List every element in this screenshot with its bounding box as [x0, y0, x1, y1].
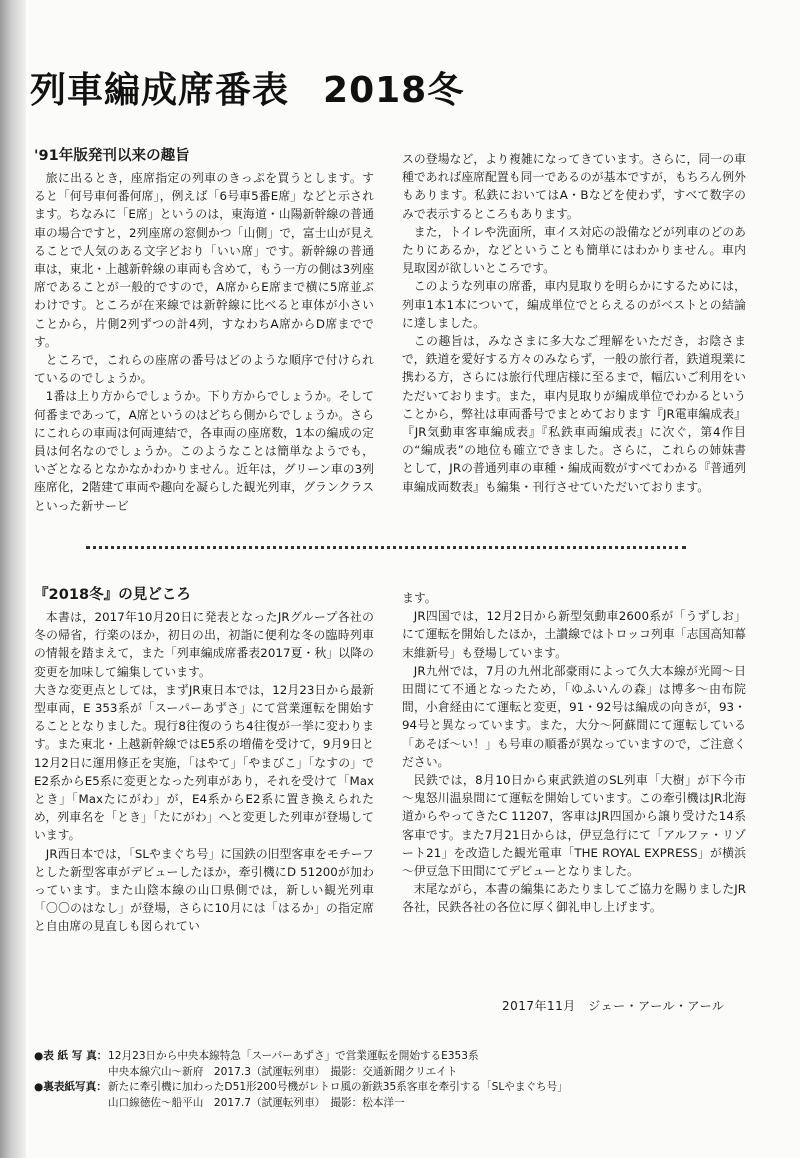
section1-left-column — [34, 146, 374, 515]
paragraph: ます。 — [402, 591, 437, 605]
cover-credit-detail: 中央本線穴山～新府 2017.3（試運転列車） 撮影：交通新聞クリエイト — [108, 1065, 458, 1078]
paragraph: また，トイレや洗面所，車イス対応の設備などが列車のどのあたりにあるか，などということも簡単にはわかりません。車内見取図が欲しいところです。 — [402, 224, 746, 276]
section1-heading: '91年版発刊以来の趣旨 — [34, 148, 190, 164]
section2-left-column — [34, 585, 374, 936]
photo-credits — [34, 1049, 754, 1111]
paragraph: 大きな変更点としては，まずJR東日本では，12月23日から最新型車両，E 353系が「スーパーあずさ」にて営業運転を開始することとなりました。現行8往復のうち4往復が一挙に変わります。また東北・上越新幹線ではE5系の増備を受けて，9月9日と12月2日に運用修正を実施，「はやて」「やまびこ」「なすの」でE2系からE5系に変更となった列車があり，それを受けて「Maxとき」「Maxたにがわ」が，E4系からE2系に置き換えられため，列車名を「とき」「たにがわ」へと変更した列車が登場しています。 — [34, 682, 374, 843]
dotted-divider — [86, 546, 686, 549]
cover-credit-caption: 12月23日から中央本線特急「スーパーあずさ」で営業運転を開始するE353系 — [108, 1050, 479, 1062]
back-credit-caption: 新たに牽引機に加わったD51形200号機がレトロ風の新鉄35系客車を牽引する「SLやまぐち号」 — [108, 1081, 568, 1093]
signature: 2017年11月 ジェー・アール・アール — [502, 999, 725, 1013]
paragraph: このような列車の席番，車内見取りを明らかにするためには，列車1本1本について，編成単位でとらえるのがベストとの結論に達しました。 — [402, 279, 746, 330]
back-credit-detail: 山口線徳佐～船平山 2017.7（試運転列車） 撮影：松本洋一 — [108, 1096, 405, 1109]
paragraph: 末尾ながら，本書の編集にあたりましてご協力を賜りましたJR各社，民鉄各社の各位に厚く御礼申し上げます。 — [402, 882, 746, 915]
paragraph: 民鉄では，8月10日から東武鉄道のSL列車「大樹」が下今市～鬼怒川温泉間にて運転を開始しています。この牽引機はJR北海道からやってきたC 11207，客車はJR四国から譲り受けた14系客車です。また7月21日からは，伊豆急行にて「アルファ・リゾート21」を改造した観光電車「THE ROYAL EXPRESS」が横浜～伊豆急下田間にてデビューとなりました。 — [402, 773, 746, 879]
back-cover-credit — [34, 1080, 754, 1096]
section2-right-column — [402, 589, 746, 917]
paragraph: JR九州では，7月の九州北部豪雨によって久大本線が光岡～日田間にて不通となったため，「ゆふいんの森」は博多～由布院間，小倉経由にて運転と変更，91・92号は編成の向きが，93・94号と異なっています。また，大分～阿蘇間にて運転している「あそぼ～い！」も号車の順番が異なっていますので，ご注意ください。 — [402, 663, 746, 769]
section2-heading: 『2018冬』の見どころ — [34, 587, 191, 603]
page-title-year: 2018冬 — [323, 70, 465, 111]
paragraph: 旅に出るとき，座席指定の列車のきっぷを買うとします。すると「何号車何番何席」，例えば「6号車5番E席」などと示されます。ちなみに「E席」というのは，東海道・山陽新幹線の普通車の場合ですと，2列座席の窓側かつ「山側」で，富士山が見えることで人気のある文字どおり「いい席」です。新幹線の普通車は，東北・上越新幹線の車両も含めて，もう一方の側は3列座席であることが一般的ですので，A席からE席まで横に5席並ぶわけです。ところが在来線では新幹線に比べると車体が小さいことから，片側2列ずつの計4列，すなわちA席からD席までです。 — [34, 171, 374, 349]
paragraph: JR四国では，12月2日から新型気動車2600系が「うずしお」にて運転を開始したほか，土讃線ではトロッコ列車「志国高知幕末維新号」も登場しています。 — [402, 609, 746, 660]
paragraph: JR西日本では，「SLやまぐち号」に国鉄の旧型客車をモチーフとした新型客車がデビューしたほか，牽引機にD 51200が加わっています。また山陰本線の山口県側では，新しい観光列車「〇〇のはなし」が登場，さらに10月には「はるか」の指定席と自由席の見直しも図られてい — [34, 846, 374, 934]
section1-right-column — [402, 150, 746, 496]
cover-credit — [34, 1049, 754, 1065]
cover-credit-label: ●表 紙 写 真： — [34, 1050, 108, 1062]
back-credit-label: ●裏表紙写真： — [34, 1081, 107, 1093]
paragraph: この趣旨は，みなさまに多大なご理解をいただき，お陰さまで，鉄道を愛好する方々のみならず，一般の旅行者，鉄道現業に携わる方，さらには旅行代理店様に至るまで，幅広いご利用をいただいております。また，車内見取りが編成単位でわかるということから，弊社は車両番号でまとめております『JR電車編成表』『JR気動車客車編成表』『私鉄車両編成表』に次ぐ，第4作目の“編成表”の地位も確立できました。さらに，これらの姉妹書として，JRの普通列車の車種・編成両数がすべてわかる『普通列車編成両数表』も編集・刊行させていただいております。 — [402, 334, 746, 494]
page-title — [30, 62, 464, 113]
paragraph: 本書は，2017年10月20日に発表となったJRグループ各社の冬の帰省，行楽のほか，初日の出，初詣に便利な冬の臨時列車の情報を踏まえて，また「列車編成席番表2017夏・秋」以降の変更を加味して編集しています。 — [34, 610, 374, 679]
paragraph: 1番は上り方からでしょうか。下り方からでしょうか。そして何番まであって，A席というのはどちら側からでしょうか。さらにこれらの車両は何両連結で，各車両の座席数，1本の編成の定員は何名なのでしょうか。このようなことは簡単なようでも，いざとなるとなかなかわかりません。近年は，グリーン車の3列座席化，2階建て車両や趣向を凝らした観光列車，グランクラスといった新サービ — [34, 389, 374, 513]
page-title-main: 列車編成席番表 — [30, 70, 290, 111]
binding-shadow — [0, 0, 26, 1158]
paragraph: ところで，これらの座席の番号はどのような順序で付けられているのでしょうか。 — [34, 353, 374, 386]
paragraph: スの登場など，より複雑になってきています。さらに，同一の車種であれば座席配置も同一であるのが基本ですが，もちろん例外もあります。私鉄においてはA・Bなどを使わず，すべて数字のみで表示するところもあります。 — [402, 152, 746, 221]
